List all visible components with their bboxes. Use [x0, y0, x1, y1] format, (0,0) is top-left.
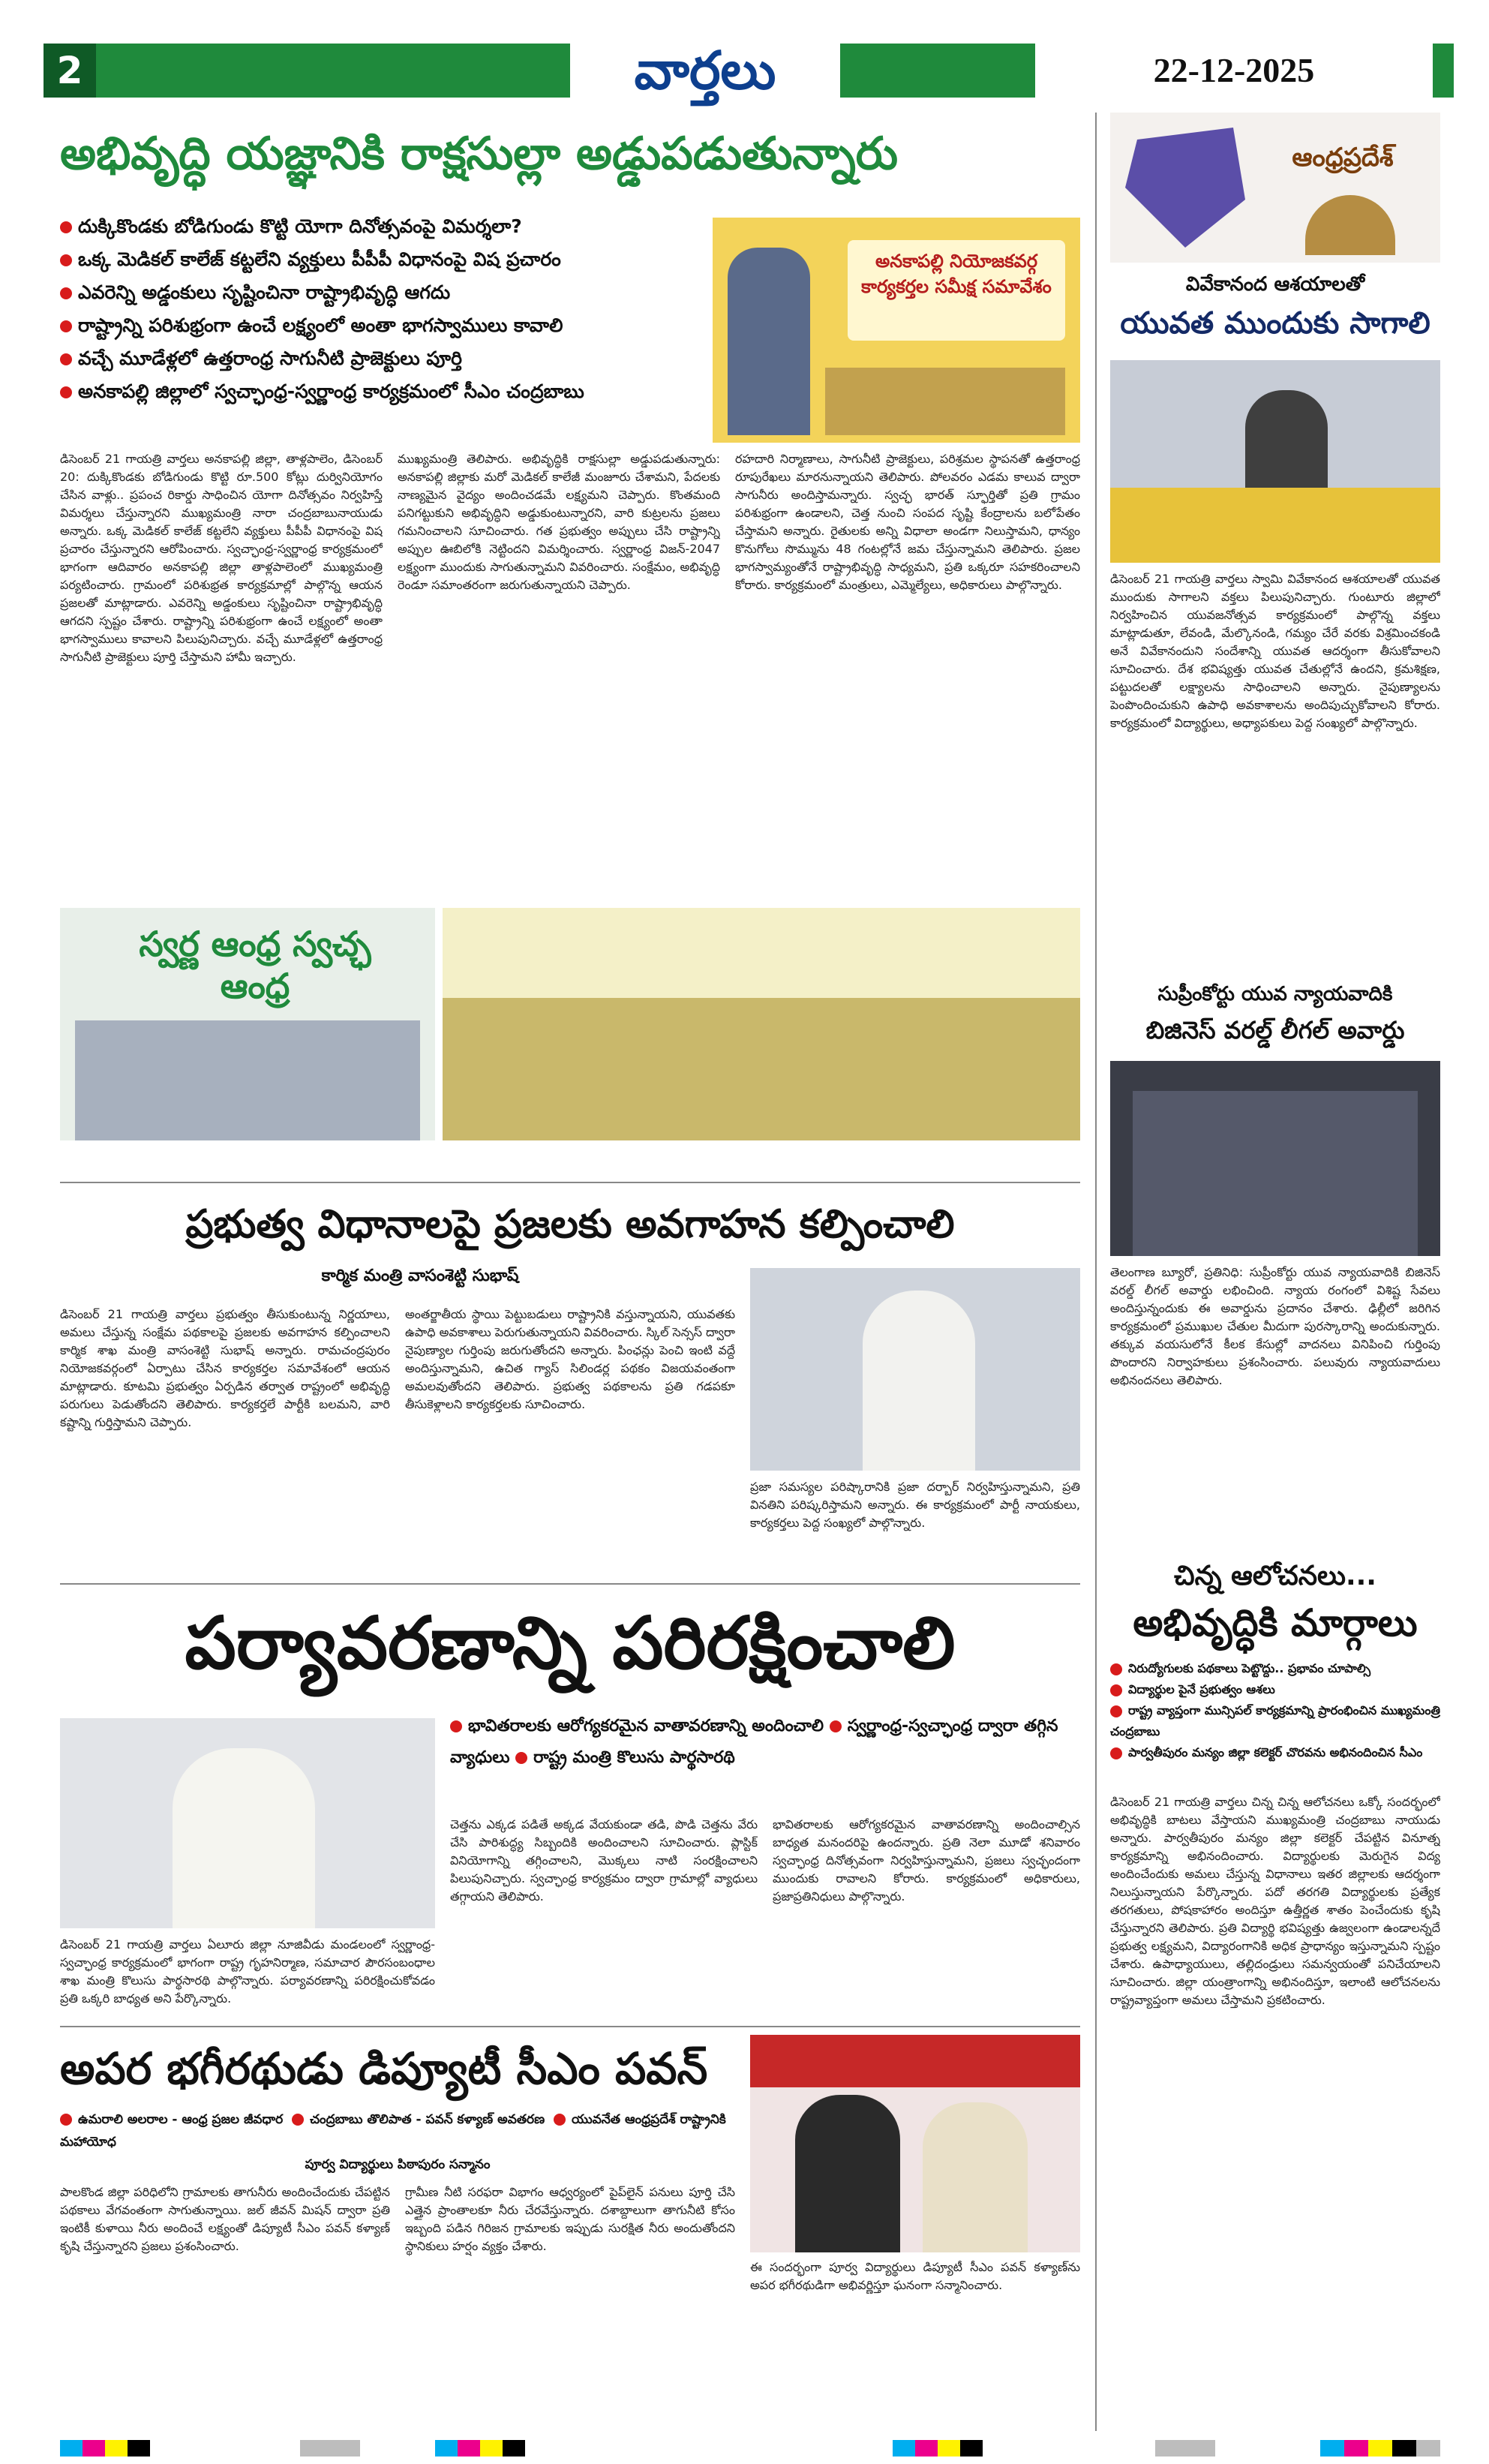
bullet-dot-icon	[60, 2114, 72, 2126]
lead-bullets	[60, 210, 705, 435]
lead-col-2: ముఖ్యమంత్రి తెలిపారు. అభివృద్ధికి రాక్షసుల్లా అడ్డుపడుతున్నారు: అనకాపల్లి జిల్లాకు మరో మెడికల్ కాలేజీ మంజూరు చేశామని, పేదలకు నాణ్యమైన వైద్యం అందించడమే లక్ష్యమని చెప్పారు. కొంతమంది పనిగట్టుకుని అభివృద్ధిని అడ్డుకుంటున్నారని, వారి కుట్రలను ప్రజలు గమనించాలని సూచించారు. గత ప్రభుత్వం అప్పులు చేసి రాష్ట్రాన్ని అప్పుల ఊబిలోకి నెట్టిందని విమర్శించారు. స్వర్ణాంధ్ర విజన్-2047 లక్ష్యంగా ముందుకు సాగుతున్నామని వివరించారు. సంక్షేమం, అభివృద్ధి రెండూ సమాంతరంగా జరుగుతున్నాయని చెప్పారు.	[398, 452, 720, 592]
lead-headline: అభివృద్ధి యజ్ఞానికి రాక్షసుల్లా అడ్డుపడుతున్నారు	[60, 128, 899, 180]
issue-date: 22-12-2025	[1035, 44, 1433, 98]
lead-bullet: అనకాపల్లి జిల్లాలో స్వచ్ఛాంధ్ర-స్వర్ణాంధ్ర కార్యక్రమంలో సీఎం చంద్రబాబు	[60, 375, 705, 408]
lead-photo-cm	[713, 218, 1080, 443]
story-two-col-1: డిసెంబర్ 21 గాయత్రి వార్తలు ప్రభుత్వం తీసుకుంటున్న నిర్ణయాలు, అమలు చేస్తున్న సంక్షేమ పథకాలపై ప్రజలకు అవగాహన కల్పించాలని కార్మిక శాఖ మంత్రి వాసంశెట్టి సుభాష్ అన్నారు. రామచంద్రపురం నియోజకవర్గంలో ఏర్పాటు చేసిన కార్యకర్తల సమావేశంలో ఆయన మాట్లాడారు. కూటమి ప్రభుత్వం ఏర్పడిన తర్వాత రాష్ట్రంలో అభివృద్ధి పరుగులు పెడుతోందని తెలిపారు. కార్యకర్తలే పార్టీకి బలమని, వారి కష్టాన్ని గుర్తిస్తామని చెప్పారు.	[60, 1307, 390, 1429]
lead-photo-group	[60, 908, 435, 1140]
banner-sign: అనకాపల్లి నియోజకవర్గ కార్యకర్తల సమీక్ష సమావేశం	[848, 240, 1065, 341]
bullet-dot-icon	[60, 287, 72, 299]
logo-text: వార్తలు	[634, 39, 776, 101]
story-four-col-3: ఈ సందర్భంగా పూర్వ విద్యార్థులు డిప్యూటీ సీఎం పవన్ కళ్యాణ్‌ను అపర భగీరథుడిగా అభివర్ణిస్తూ ఘనంగా సన్మానించారు.	[750, 2260, 1080, 2292]
lead-bullet: దుక్కికొండకు బోడిగుండు కొట్టి యోగా దినోత్సవంపై విమర్శలా?	[60, 210, 705, 243]
registration-swatch	[1155, 2440, 1215, 2456]
story-two-col-2: అంతర్జాతీయ స్థాయి పెట్టుబడులు రాష్ట్రానికి వస్తున్నాయని, యువతకు ఉపాధి అవకాశాలు పెరుగుతున్నాయని వివరించారు. స్కిల్ సెన్సస్ ద్వారా నైపుణ్యాల గుర్తింపు జరుగుతోందని అన్నారు. పింఛన్లు పెంచి ఇంటి వద్దే అందిస్తున్నామని, ఉచిత గ్యాస్ సిలిండర్ల పథకం విజయవంతంగా అమలవుతోందని తెలిపారు. ప్రభుత్వ పథకాలను ప్రతి గడపకూ తీసుకెళ్లాలని కార్యకర్తలకు సూచించారు.	[405, 1307, 735, 1411]
sidebar-bullet: విద్యార్థుల పైనే ప్రభుత్వం ఆశలు	[1110, 1679, 1440, 1700]
bullet-dot-icon	[515, 1752, 527, 1764]
story-four-col-1: పాలకొండ జిల్లా పరిధిలోని గ్రామాలకు తాగునీరు అందించేందుకు చేపట్టిన పథకాలు వేగవంతంగా సాగుతున్నాయి. జల్ జీవన్ మిషన్ ద్వారా ప్రతి ఇంటికీ కుళాయి నీరు అందించే లక్ష్యంతో డిప్యూటీ సీఎం పవన్ కళ్యాణ్ కృషి చేస్తున్నారని ప్రజలు ప్రశంసించారు.	[60, 2185, 390, 2253]
bullet-dot-icon	[1110, 1747, 1122, 1759]
story-two-byline: కార్మిక మంత్రి వాసంశెట్టి సుభాష్	[321, 1267, 519, 1285]
divider	[60, 2026, 1080, 2027]
bullet-dot-icon	[1110, 1705, 1122, 1717]
sidebar-story3-bullets	[1110, 1658, 1440, 1786]
swachh-andhra-banner: స్వర్ణ ఆంధ్ర స్వచ్ఛ ఆంధ్ర	[139, 924, 371, 1006]
divider	[60, 1583, 1080, 1585]
story-four-bullet: చంద్రబాబు తొలిపాత - పవన్ కళ్యాణ్ అవతరణ	[292, 2112, 545, 2127]
lead-bullet: ఒక్క మెడికల్ కాలేజ్ కట్టలేని వ్యక్తులు పీపీపీ విధానంపై విష ప్రచారం	[60, 243, 705, 276]
bullet-dot-icon	[450, 1720, 462, 1732]
story-two-headline: ప్రభుత్వ విధానాలపై ప్రజలకు అవగాహన కల్పించాలి	[185, 1202, 955, 1247]
lead-col-3: రహదారి నిర్మాణాలు, సాగునీటి ప్రాజెక్టులు, పరిశ్రమల స్థాపనతో ఉత్తరాంధ్ర రూపురేఖలు మారనున్నాయని తెలిపారు. పోలవరం ఎడమ కాలువ ద్వారా సాగునీరు అందిస్తామన్నారు. స్వచ్ఛ భారత్ స్ఫూర్తితో ప్రతి గ్రామం పరిశుభ్రంగా ఉండాలని, చెత్త నుంచి సంపద సృష్టి కేంద్రాలను బలోపేతం చేస్తామని అన్నారు. రైతులకు అన్ని విధాలా అండగా నిలుస్తామని, ధాన్యం కొనుగోలు సొమ్మును 48 గంటల్లోనే జమ చేస్తున్నామని తెలిపారు. ప్రజల భాగస్వామ్యంతోనే రాష్ట్రాభివృద్ధి సాధ్యమని, ప్రతి ఒక్కరూ సహకరించాలని కోరారు. కార్యక్రమంలో మంత్రులు, ఎమ్మెల్యేలు, అధికారులు పాల్గొన్నారు.	[735, 452, 1080, 592]
lead-photo-crowd	[443, 908, 1080, 1140]
story-four-byline: పూర్వ విద్యార్థులు పిఠాపురం సన్మానం	[305, 2157, 491, 2172]
story-three-bullet: స్వర్ణాంధ్ర-స్వచ్ఛాంధ్ర ద్వారా తగ్గిన వ్యాధులు	[450, 1717, 1058, 1767]
registration-swatch	[435, 2440, 525, 2456]
state-map-icon	[1125, 128, 1245, 248]
newspaper-logo	[570, 39, 840, 102]
sidebar-story2-headline: బిజినెస్ వరల్డ్ లీగల్ అవార్డు	[1145, 1016, 1405, 1044]
sidebar-story3-text: డిసెంబర్ 21 గాయత్రి వార్తలు చిన్న చిన్న ఆలోచనలు ఒక్కో సందర్భంలో అభివృద్ధికి బాటలు వేస్తాయని ముఖ్యమంత్రి చంద్రబాబు నాయుడు అన్నారు. పార్వతీపురం మన్యం జిల్లా కలెక్టర్ చేపట్టిన వినూత్న కార్యక్రమాన్ని అభినందించారు. విద్యార్థులకు మెరుగైన విద్య అందించేందుకు అమలు చేస్తున్న విధానాలు ఇతర జిల్లాలకు ఆదర్శంగా నిలుస్తున్నాయని పేర్కొన్నారు. పదో తరగతి విద్యార్థులకు ప్రత్యేక తరగతులు, పోషకాహారం అందిస్తూ ఉత్తీర్ణత శాతం పెంచేందుకు కృషి చేస్తున్నారని తెలిపారు. ప్రతి విద్యార్థి భవిష్యత్తు ఉజ్వలంగా ఉండాలన్నదే ప్రభుత్వ లక్ష్యమని, విద్యారంగానికి అధిక ప్రాధాన్యం ఇస్తున్నామని స్పష్టం చేశారు. ఉపాధ్యాయులు, తల్లిదండ్రులు సమన్వయంతో పనిచేయాలని సూచించారు. జిల్లా యంత్రాంగాన్ని అభినందిస్తూ, ఇలాంటి ఆలోచనలను రాష్ట్రవ్యాప్తంగా అమలు చేస్తామని ప్రకటించారు.	[1110, 1795, 1440, 2007]
sidebar-story1-headline: యువత ముందుకు సాగాలి	[1120, 306, 1430, 341]
story-four-bullet: యువనేత ఆంధ్రప్రదేశ్ రాష్ట్రానికి మహాయోధ	[60, 2112, 726, 2150]
bullet-dot-icon	[60, 221, 72, 233]
sidebar-bullet: పార్వతీపురం మన్యం జిల్లా కలెక్టర్ చొరవను అభినందించిన సీఎం	[1110, 1742, 1440, 1763]
registration-swatch	[893, 2440, 983, 2456]
bullet-dot-icon	[60, 254, 72, 266]
sidebar-divider	[1095, 113, 1097, 2431]
story-two-col-3: ప్రజా సమస్యల పరిష్కారానికి ప్రజా దర్బార్ నిర్వహిస్తున్నామని, ప్రతి వినతిని పరిష్కరిస్తామని అన్నారు. ఈ కార్యక్రమంలో పార్టీ నాయకులు, కార్యకర్తలు పెద్ద సంఖ్యలో పాల్గొన్నారు.	[750, 1480, 1080, 1530]
story-three-photo-minister	[60, 1718, 435, 1928]
story-four-photo	[750, 2035, 1080, 2252]
sidebar-story2-kicker: సుప్రీంకోర్టు యువ న్యాయవాదికి	[1157, 983, 1393, 1005]
bullet-dot-icon	[60, 320, 72, 332]
story-four-headline: అపర భగీరథుడు డిప్యూటీ సీఎం పవన్	[60, 2043, 708, 2094]
bullet-dot-icon	[60, 386, 72, 398]
lead-bullet: ఎవరెన్ని అడ్డంకులు సృష్టించినా రాష్ట్రాభివృద్ధి ఆగదు	[60, 276, 705, 309]
sidebar-story1-photo	[1110, 360, 1440, 563]
award-group-figures	[1133, 1091, 1418, 1256]
sidebar-story3-headline: అభివృద్ధికి మార్గాలు	[1133, 1601, 1418, 1645]
sidebar-ad-andhra	[1110, 113, 1440, 263]
sidebar-story3-kicker: చిన్న ఆలోచనలు...	[1174, 1561, 1376, 1591]
story-three-bullets	[450, 1711, 1080, 1808]
lead-col-1: డిసెంబర్ 21 గాయత్రి వార్తలు అనకాపల్లి జిల్లా, తాళ్లపాలెం, డిసెంబర్ 20: దుక్కికొండకు బోడిగుండు కొట్టి రూ.500 కోట్లు దుర్వినియోగం చేసిన వాళ్లు.. ప్రపంచ రికార్డు సాధించిన యోగా దినోత్సవం నిర్వహిస్తే విమర్శలు చేస్తున్నారని ముఖ్యమంత్రి నారా చంద్రబాబునాయుడు అన్నారు. ఒక్క మెడికల్ కాలేజ్ కట్టలేని వ్యక్తులు పీపీపీ విధానంపై విష ప్రచారం చేస్తున్నారని ఆరోపించారు. స్వచ్ఛాంధ్ర-స్వర్ణాంధ్ర కార్యక్రమంలో భాగంగా ఆదివారం అనకాపల్లి జిల్లా తాళ్లపాలెంలో ముఖ్యమంత్రి పర్యటించారు. గ్రామంలో పరిశుభ్రత కార్యక్రమాల్లో పాల్గొన్న ఆయన ప్రజలతో మాట్లాడారు. ఎవరెన్ని అడ్డంకులు సృష్టించినా రాష్ట్రాభివృద్ధి ఆగదని స్పష్టం చేశారు. రాష్ట్రాన్ని పరిశుభ్రంగా ఉంచే లక్ష్యంలో అంతా భాగస్వాములు కావాలని పిలుపునిచ్చారు. వచ్చే మూడేళ్లలో ఉత్తరాంధ్ర సాగునీటి ప్రాజెక్టులు పూర్తి చేస్తామని హామీ ఇచ్చారు.	[60, 452, 383, 664]
story-two-photo-minister	[750, 1268, 1080, 1471]
story-three-bullet: భావితరాలకు ఆరోగ్యకరమైన వాతావరణాన్ని అందించాలి	[450, 1717, 824, 1735]
ad-label: ఆంధ్రప్రదేశ్	[1292, 143, 1394, 173]
bullet-dot-icon	[1110, 1684, 1122, 1696]
registration-swatch	[60, 2440, 150, 2456]
sidebar-bullet: నిరుద్యోగులకు పథకాలు పెట్టొద్దు.. ప్రభావం చూపాల్సి	[1110, 1658, 1440, 1679]
story-three-headline: పర్యావరణాన్ని పరిరక్షించాలి	[185, 1601, 956, 1685]
sidebar-story2-photo	[1110, 1061, 1440, 1256]
alumni-figure	[923, 2102, 1028, 2252]
story-three-col-2: చెత్తను ఎక్కడ పడితే అక్కడ వేయకుండా తడి, పొడి చెత్తను వేరు చేసి పారిశుద్ధ్య సిబ్బందికి అందించాలని సూచించారు. ప్లాస్టిక్ వినియోగాన్ని తగ్గించాలని, మొక్కలు నాటి సంరక్షించాలని పిలుపునిచ్చారు. స్వచ్ఛాంధ్ర కార్యక్రమం ద్వారా గ్రామాల్లో వ్యాధులు తగ్గాయని తెలిపారు.	[450, 1817, 758, 1904]
pawan-figure	[795, 2095, 900, 2252]
minister-figure	[173, 1748, 315, 1928]
flower-decoration	[1110, 488, 1440, 563]
page-number: 2	[44, 44, 96, 98]
speaker-figure	[1245, 390, 1328, 495]
party-banner	[750, 2035, 1080, 2087]
bullet-dot-icon	[292, 2114, 304, 2126]
speaker-figure	[728, 248, 810, 435]
bullet-dot-icon	[554, 2114, 566, 2126]
story-three-col-1: డిసెంబర్ 21 గాయత్రి వార్తలు ఏలూరు జిల్లా నూజివీడు మండలంలో స్వర్ణాంధ్ర-స్వచ్ఛాంధ్ర కార్యక్రమంలో భాగంగా రాష్ట్ర గృహనిర్మాణ, సమాచార పౌరసంబంధాల శాఖ మంత్రి కొలుసు పార్థసారథి పాల్గొన్నారు. పర్యావరణాన్ని పరిరక్షించుకోవడం ప్రతి ఒక్కరి బాధ్యత అని పేర్కొన్నారు.	[60, 1937, 435, 2006]
registration-swatch	[300, 2440, 360, 2456]
story-four-col-2: గ్రామీణ నీటి సరఫరా విభాగం ఆధ్వర్యంలో పైప్‌లైన్ పనులు పూర్తి చేసి ఎత్తైన ప్రాంతాలకూ నీరు చేరవేస్తున్నారు. దశాబ్దాలుగా తాగునీటి కోసం ఇబ్బంది పడిన గిరిజన గ్రామాలకు ఇప్పుడు సురక్షిత నీరు అందుతోందని స్థానికులు హర్షం వ్యక్తం చేశారు.	[405, 2185, 735, 2253]
bullet-dot-icon	[1110, 1663, 1122, 1675]
story-four-bullet: ఉమరాలి అలరాల - ఆంధ్ర ప్రజల జీవధార	[60, 2112, 283, 2127]
divider	[60, 1182, 1080, 1183]
story-three-col-3: భావితరాలకు ఆరోగ్యకరమైన వాతావరణాన్ని అందించాల్సిన బాధ్యత మనందరిపై ఉందన్నారు. ప్రతి నెలా మూడో శనివారం స్వచ్ఛాంధ్ర దినోత్సవంగా నిర్వహిస్తున్నామని, ప్రజలు స్వచ్ఛందంగా ముందుకు రావాలని కోరారు. కార్యక్రమంలో అధికారులు, ప్రజాప్రతినిధులు పాల్గొన్నారు.	[773, 1817, 1080, 1904]
bullet-dot-icon	[830, 1720, 842, 1732]
sidebar-story1-kicker: వివేకానంద ఆశయాలతో	[1185, 273, 1365, 296]
story-four-bullets	[60, 2108, 735, 2176]
bullet-dot-icon	[60, 353, 72, 365]
story-three-bullet: రాష్ట్ర మంత్రి కొలుసు పార్థసారథి	[515, 1748, 735, 1767]
lead-bullet: వచ్చే మూడేళ్లలో ఉత్తరాంధ్ర సాగునీటి ప్రాజెక్టులు పూర్తి	[60, 342, 705, 375]
temple-icon	[1305, 195, 1395, 255]
minister-figure	[863, 1291, 975, 1471]
stage-dais	[825, 368, 1065, 435]
lead-bullet: రాష్ట్రాన్ని పరిశుభ్రంగా ఉంచే లక్ష్యంలో అంతా భాగస్వాములు కావాలి	[60, 309, 705, 342]
sidebar-story1-text: డిసెంబర్ 21 గాయత్రి వార్తలు స్వామి వివేకానంద ఆశయాలతో యువత ముందుకు సాగాలని వక్తలు పిలుపునిచ్చారు. గుంటూరు జిల్లాలో నిర్వహించిన యువజనోత్సవ కార్యక్రమంలో పాల్గొన్న వక్తలు మాట్లాడుతూ, లేవండి, మేల్కొనండి, గమ్యం చేరే వరకు విశ్రమించకండి అనే వివేకానందుని సందేశాన్ని యువత ఆదర్శంగా తీసుకోవాలని సూచించారు. దేశ భవిష్యత్తు యువత చేతుల్లోనే ఉందని, క్రమశిక్షణ, పట్టుదలతో లక్ష్యాలను సాధించాలని అన్నారు. నైపుణ్యాలను పెంపొందించుకుని ఉపాధి అవకాశాలను అందిపుచ్చుకోవాలని కోరారు. కార్యక్రమంలో విద్యార్థులు, అధ్యాపకులు పెద్ద సంఖ్యలో పాల్గొన్నారు.	[1110, 572, 1440, 730]
group-figures	[75, 1020, 420, 1140]
sidebar-bullet: రాష్ట్ర వ్యాప్తంగా మున్సిపల్ కార్యక్రమాన్ని ప్రారంభించిన ముఖ్యమంత్రి చంద్రబాబు	[1110, 1703, 1440, 1738]
registration-swatch	[1320, 2440, 1440, 2456]
crowd-seating	[443, 998, 1080, 1140]
sidebar-story2-text: తెలంగాణ బ్యూరో, ప్రతినిధి: సుప్రీంకోర్టు యువ న్యాయవాదికి బిజినెస్ వరల్డ్ లీగల్ అవార్డు లభించింది. న్యాయ రంగంలో విశిష్ట సేవలు అందిస్తున్నందుకు ఈ అవార్డును ప్రదానం చేశారు. ఢిల్లీలో జరిగిన కార్యక్రమంలో ప్రముఖుల చేతుల మీదుగా పురస్కారాన్ని అందుకున్నారు. తక్కువ వయసులోనే కీలక కేసుల్లో వాదనలు వినిపించి గుర్తింపు పొందారని నిర్వాహకులు ప్రశంసించారు. పలువురు న్యాయవాదులు అభినందనలు తెలిపారు.	[1110, 1265, 1440, 1387]
